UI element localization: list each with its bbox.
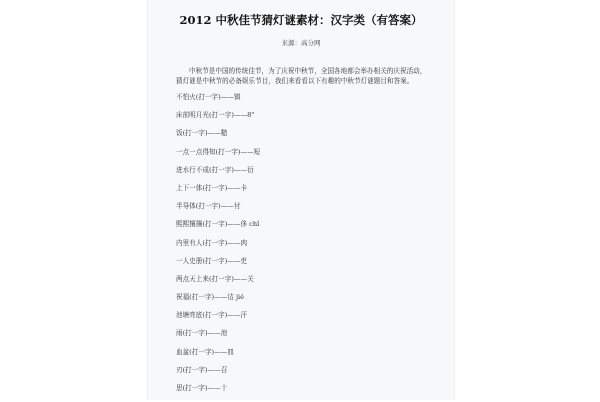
intro-paragraph: 中秋节是中国的传统佳节，为了庆祝中秋节，全国各地都会举办相关的庆祝活动，猜灯谜是中秋节的必备娱乐节目，我们来看看以下有趣的中秋节灯谜题目和答案。 <box>176 67 427 85</box>
riddle-item: 熙熙攘攘(打一字)——侈 chǐ <box>176 220 260 229</box>
riddle-item: 半导体(打一字)——付 <box>176 202 241 211</box>
document-title: 2012 中秋佳节猜灯谜素材：汉字类（有答案） <box>179 13 423 27</box>
riddle-item: 内里有人(打一字)——肉 <box>176 238 248 247</box>
riddle-item: 池塘亮底(打一字)——汗 <box>176 311 248 320</box>
riddle-item: 血盆(打一字)——皿 <box>176 347 234 356</box>
riddle-item: 思(打一字)——十 <box>176 384 228 392</box>
riddle-item: 一点一点得知(打一字)——短 <box>176 147 261 156</box>
riddle-item: 不怕火(打一字)——镇 <box>176 93 241 101</box>
riddle-item: 刃(打一字)——召 <box>176 365 228 374</box>
riddle-item: 一人史册(打一字)——吏 <box>176 256 248 265</box>
riddle-item: 上下一体(打一字)——卡 <box>176 183 248 192</box>
riddle-item: 进水行不成(打一字)——衍 <box>176 165 254 174</box>
riddle-item: 两点天上来(打一字)——关 <box>176 274 254 283</box>
riddle-list <box>176 93 260 402</box>
riddle-item: 床前明月光(打一字)——8" <box>176 111 255 120</box>
source-line: 来源：高分网 <box>281 39 321 47</box>
riddle-item: 雨(打一字)——池 <box>176 329 228 338</box>
document-page <box>147 0 455 400</box>
riddle-item: 祝福(打一字)——诘 jié <box>176 293 245 302</box>
riddle-item: 饭(打一字)——糙 <box>176 129 228 138</box>
